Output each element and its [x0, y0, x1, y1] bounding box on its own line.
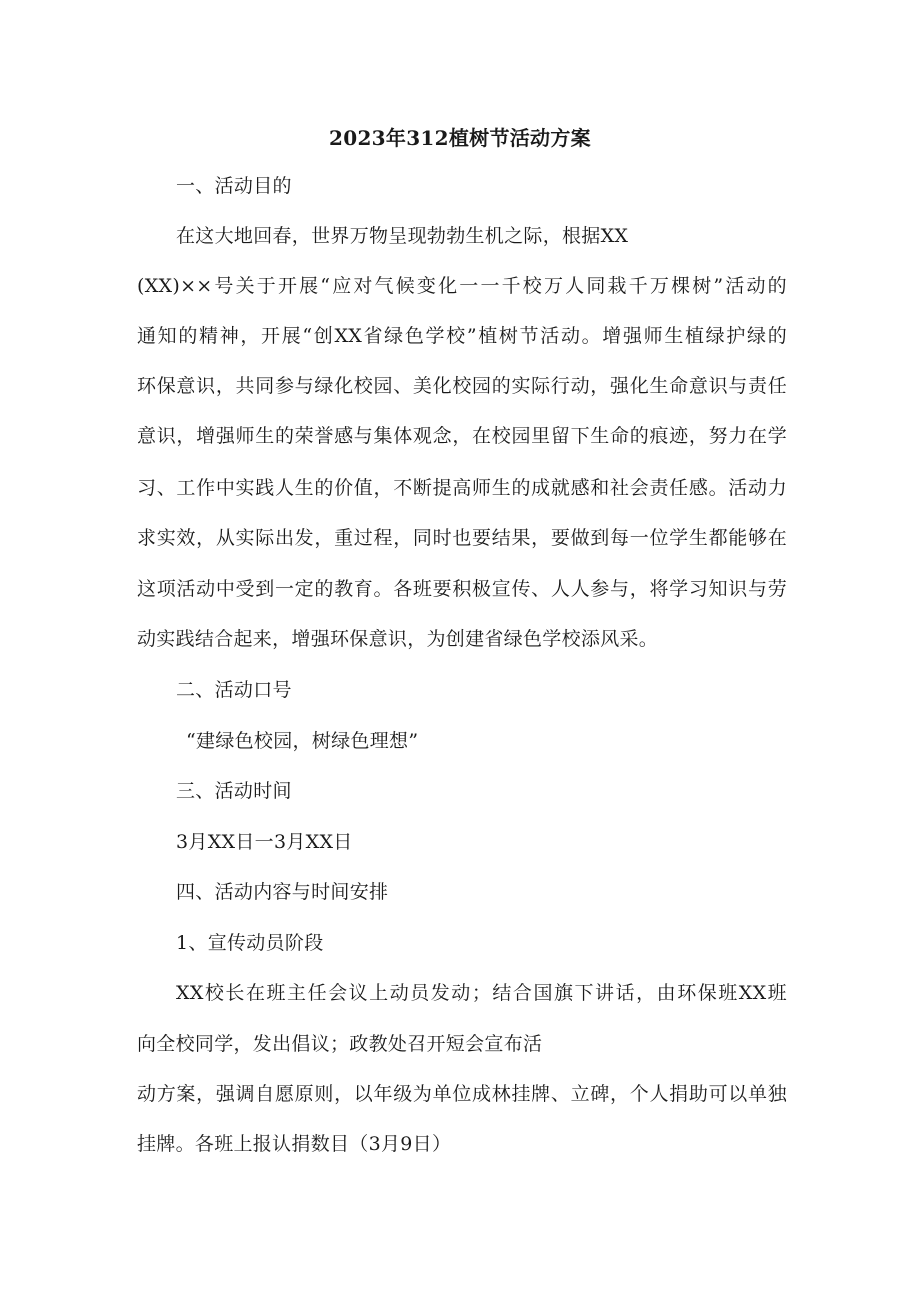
- paragraph-line: 通知的精神，开展“创XX省绿色学校”植树节活动。增强师生植绿护绿的: [137, 325, 787, 347]
- paragraph-line: 向全校同学，发出倡议；政教处召开短会宣布活: [137, 1033, 543, 1055]
- paragraph-line: 求实效，从实际出发，重过程，同时也要结果，要做到每一位学生都能够在: [137, 527, 787, 549]
- section-heading-time: 三、活动时间: [176, 780, 292, 802]
- paragraph-line: 挂牌。各班上报认捐数目（3月9日）: [137, 1133, 452, 1155]
- time-range-text: 3月XX日一3月XX日: [176, 831, 353, 853]
- slogan-text: “建绿色校园，树绿色理想”: [186, 730, 419, 752]
- paragraph-line: 动实践结合起来，增强环保意识，为创建省绿色学校添风采。: [137, 628, 659, 650]
- section-heading-slogan: 二、活动口号: [176, 679, 292, 701]
- paragraph-line: 在这大地回春，世界万物呈现勃勃生机之际，根据XX: [176, 225, 629, 247]
- document-title: 2023年312植树节活动方案: [329, 126, 591, 150]
- section-heading-purpose: 一、活动目的: [176, 175, 292, 197]
- paragraph-line: 这项活动中受到一定的教育。各班要积极宣传、人人参与，将学习知识与劳: [137, 578, 787, 600]
- paragraph-line: 环保意识，共同参与绿化校园、美化校园的实际行动，强化生命意识与责任: [137, 375, 787, 397]
- paragraph-line: XX校长在班主任会议上动员发动；结合国旗下讲话，由环保班XX班: [176, 982, 787, 1004]
- subsection-heading-mobilization: 1、宣传动员阶段: [176, 932, 324, 954]
- paragraph-line: 意识，增强师生的荣誉感与集体观念，在校园里留下生命的痕迹，努力在学: [137, 425, 787, 447]
- paragraph-line: (XX)××号关于开展“应对气候变化一一千校万人同栽千万棵树”活动的: [137, 275, 787, 297]
- paragraph-line: 习、工作中实践人生的价值，不断提高师生的成就感和社会责任感。活动力: [137, 477, 787, 499]
- paragraph-line: 动方案，强调自愿原则，以年级为单位成林挂牌、立碑，个人捐助可以单独: [137, 1083, 787, 1105]
- section-heading-content: 四、活动内容与时间安排: [176, 881, 389, 903]
